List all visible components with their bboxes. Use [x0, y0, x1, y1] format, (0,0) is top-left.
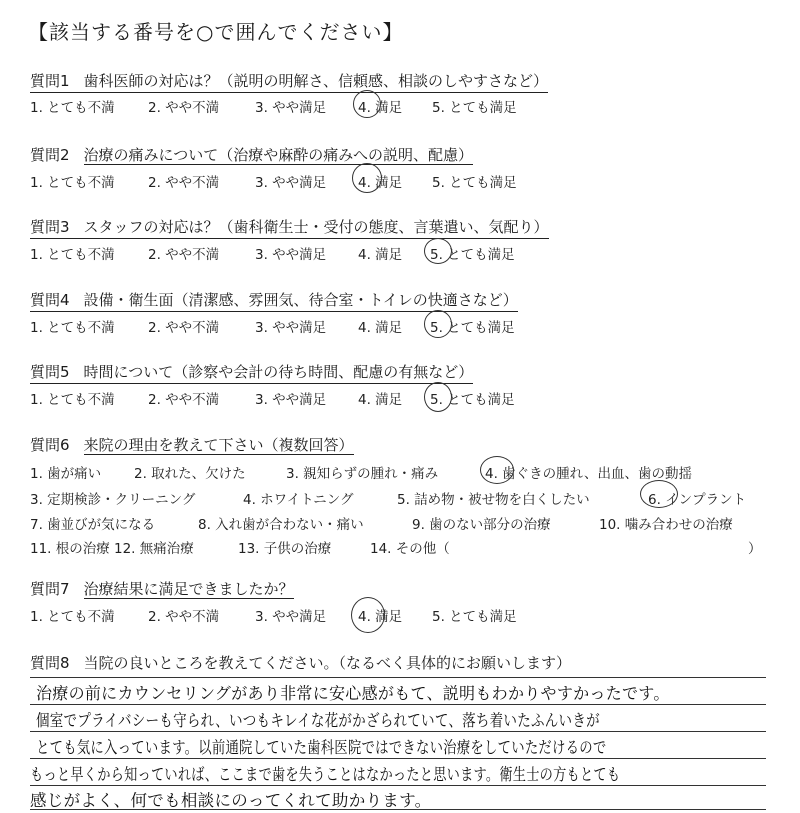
q6-option-missing-teeth[interactable]: 9. 歯のない部分の治療 — [412, 517, 551, 533]
question-3-number: 質問3 — [30, 218, 70, 236]
question-6-title — [30, 434, 354, 455]
q6-option-toothache[interactable]: 1. 歯が痛い — [30, 466, 102, 482]
q6-option-wisdom-tooth[interactable]: 3. 親知らずの腫れ・痛み — [286, 466, 439, 482]
q2-option-1[interactable]: 1. とても不満 — [30, 175, 115, 191]
q6-option-gums[interactable]: 4. 歯ぐきの腫れ、出血、歯の動揺 — [485, 466, 692, 482]
q1-option-1[interactable]: 1. とても不満 — [30, 100, 115, 116]
q4-option-5[interactable]: 5. とても満足 — [430, 320, 515, 336]
q1-option-4[interactable]: 4. 満足 — [358, 100, 403, 116]
q5-option-1[interactable]: 1. とても不満 — [30, 392, 115, 408]
question-1-title — [30, 70, 548, 93]
answer-line-2 — [30, 704, 766, 705]
answer-line-1 — [30, 677, 766, 678]
q3-option-2[interactable]: 2. やや不満 — [148, 247, 220, 263]
q6-option-whitening[interactable]: 4. ホワイトニング — [243, 492, 354, 508]
q1-option-5[interactable]: 5. とても満足 — [432, 100, 517, 116]
q6-other-close-paren: ） — [748, 541, 762, 557]
q2-option-5[interactable]: 5. とても満足 — [432, 175, 517, 191]
question-2-text: 治療の痛みについて（治療や麻酔の痛みへの説明、配慮） — [83, 146, 473, 164]
question-4-text: 設備・衛生面（清潔感、雰囲気、待合室・トイレの快適さなど） — [83, 291, 518, 309]
q4-option-3[interactable]: 3. やや満足 — [255, 320, 327, 336]
q5-option-5[interactable]: 5. とても満足 — [430, 392, 515, 408]
q1-option-3[interactable]: 3. やや満足 — [255, 100, 327, 116]
q7-option-4[interactable]: 4. 満足 — [358, 609, 403, 625]
question-7-text: 治療結果に満足できましたか？ — [83, 580, 294, 598]
answer-text-line-5: 感じがよく、何でも相談にのってくれて助かります。 — [30, 791, 432, 810]
q6-option-children[interactable]: 13. 子供の治療 — [238, 541, 332, 557]
q6-option-bite[interactable]: 10. 噛み合わせの治療 — [599, 517, 733, 533]
q4-option-2[interactable]: 2. やや不満 — [148, 320, 220, 336]
q2-option-2[interactable]: 2. やや不満 — [148, 175, 220, 191]
q3-option-1[interactable]: 1. とても不満 — [30, 247, 115, 263]
q5-option-3[interactable]: 3. やや満足 — [255, 392, 327, 408]
question-1-text: 歯科医師の対応は？（説明の明解さ、信頼感、相談のしやすさなど） — [83, 72, 548, 90]
question-8-text: 当院の良いところを教えてください。（なるべく具体的にお願いします） — [83, 654, 572, 672]
q4-option-1[interactable]: 1. とても不満 — [30, 320, 115, 336]
answer-line-4 — [30, 758, 766, 759]
q6-option-alignment[interactable]: 7. 歯並びが気になる — [30, 517, 156, 533]
question-8-title — [30, 652, 571, 673]
question-2-title — [30, 144, 473, 165]
q6-option-broken[interactable]: 2. 取れた、欠けた — [134, 466, 246, 482]
q5-option-2[interactable]: 2. やや不満 — [148, 392, 220, 408]
q7-option-5[interactable]: 5. とても満足 — [432, 609, 517, 625]
question-7-number: 質問7 — [30, 580, 70, 598]
q2-option-3[interactable]: 3. やや満足 — [255, 175, 327, 191]
question-5-title — [30, 361, 473, 384]
answer-text-line-4: もっと早くから知っていれば、ここまで歯を失うことはなかったと思います。衛生士の方もとても — [30, 765, 621, 784]
question-5-text: 時間について（診察や会計の待ち時間、配慮の有無など） — [83, 363, 474, 381]
question-2-number: 質問2 — [30, 146, 70, 164]
question-4-number: 質問4 — [30, 291, 70, 309]
question-4-title — [30, 289, 518, 312]
question-3-title — [30, 216, 549, 239]
q3-option-4[interactable]: 4. 満足 — [358, 247, 403, 263]
instruction-heading: 【該当する番号を○で囲んでください】 — [28, 20, 404, 44]
q6-option-other[interactable]: 14. その他（ — [370, 541, 450, 557]
q6-option-dentures[interactable]: 8. 入れ歯が合わない・痛い — [198, 517, 364, 533]
q6-option-white-fillings[interactable]: 5. 詰め物・被せ物を白くしたい — [397, 492, 590, 508]
question-5-number: 質問5 — [30, 363, 70, 381]
answer-text-line-3: とても気に入っています。以前通院していた歯科医院ではできない治療をしていただけるので — [36, 738, 607, 757]
answer-line-3 — [30, 731, 766, 732]
q7-option-1[interactable]: 1. とても不満 — [30, 609, 115, 625]
answer-text-line-1: 治療の前にカウンセリングがあり非常に安心感がもて、説明もわかりやすかったです。 — [36, 684, 670, 703]
q6-option-root-canal[interactable]: 11. 根の治療 — [30, 541, 110, 557]
q3-option-3[interactable]: 3. やや満足 — [255, 247, 327, 263]
answer-line-5 — [30, 785, 766, 786]
q2-option-4[interactable]: 4. 満足 — [358, 175, 403, 191]
q6-option-implant[interactable]: 6. インプラント — [648, 492, 747, 508]
q6-option-checkup[interactable]: 3. 定期検診・クリーニング — [30, 492, 196, 508]
q7-option-2[interactable]: 2. やや不満 — [148, 609, 220, 625]
q6-option-painless[interactable]: 12. 無痛治療 — [114, 541, 194, 557]
q1-option-2[interactable]: 2. やや不満 — [148, 100, 220, 116]
q4-option-4[interactable]: 4. 満足 — [358, 320, 403, 336]
answer-text-line-2: 個室でプライバシーも守られ、いつもキレイな花がかざられていて、落ち着いたふんいきが — [36, 711, 600, 730]
q3-option-5[interactable]: 5. とても満足 — [430, 247, 515, 263]
question-6-number: 質問6 — [30, 436, 70, 454]
question-6-text: 来院の理由を教えて下さい（複数回答） — [83, 436, 354, 454]
question-7-title — [30, 578, 294, 599]
q5-option-4[interactable]: 4. 満足 — [358, 392, 403, 408]
question-1-number: 質問1 — [30, 72, 70, 90]
question-3-text: スタッフの対応は？（歯科衛生士・受付の態度、言葉遣い、気配り） — [83, 218, 549, 236]
q7-option-3[interactable]: 3. やや満足 — [255, 609, 327, 625]
question-8-number: 質問8 — [30, 654, 70, 672]
